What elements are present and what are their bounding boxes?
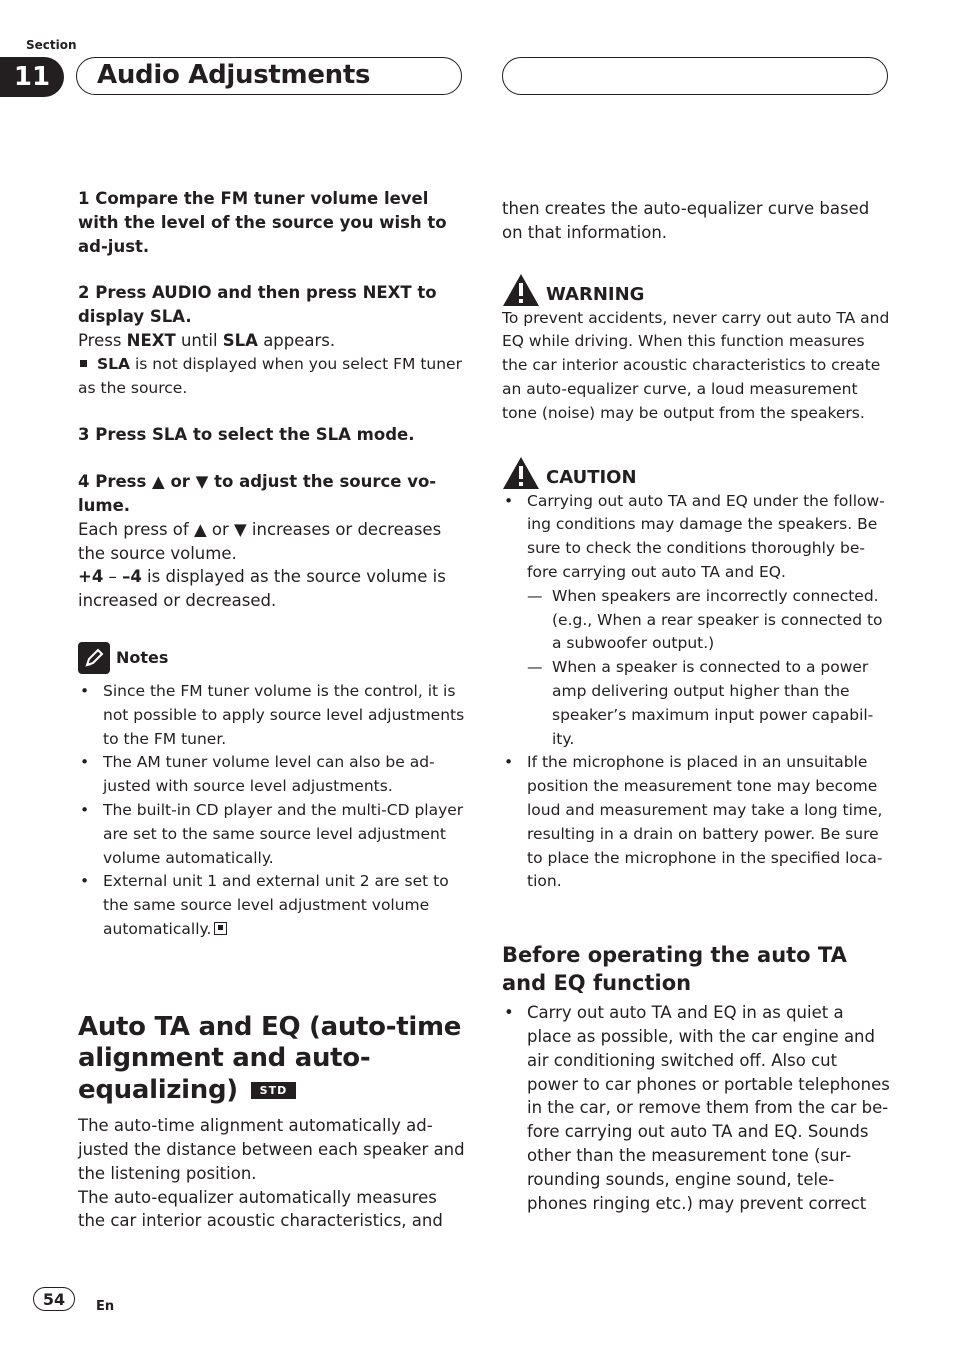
before-operating-heading: Before operating the auto TA and EQ function bbox=[502, 943, 847, 995]
step-2: 2 Press AUDIO and then press NEXT to display SLA. bbox=[78, 283, 437, 327]
warning-title: WARNING bbox=[546, 283, 645, 305]
step-4-body-2: +4 – –4 is displayed as the source volume is increased or decreased. bbox=[78, 567, 446, 611]
language-label: En bbox=[96, 1299, 115, 1314]
step-2-body: Press NEXT until SLA appears. bbox=[78, 330, 336, 350]
auto-ta-para-1: The auto-time alignment automatically ad-justed the distance between each speaker and the listening position. bbox=[78, 1116, 465, 1183]
warning-triangle-icon bbox=[502, 273, 540, 307]
step-3: 3 Press SLA to select the SLA mode. bbox=[78, 425, 415, 445]
caution-sublist bbox=[527, 585, 890, 752]
caution-subitem: — When a speaker is connected to a power amp delivering output higher than the speaker’s maximum input power capabil-ity. bbox=[527, 656, 890, 751]
continuation-text: then creates the auto-equalizer curve based on that information. bbox=[502, 199, 870, 242]
note-item: • The built-in CD player and the multi-CD player are set to the same source level adjustment volume automatically. bbox=[78, 799, 466, 870]
section-label: Section bbox=[26, 38, 77, 52]
step-4: 4 Press ▲ or ▼ to adjust the source vo-lume. bbox=[78, 472, 437, 515]
note-item: • Since the FM tuner volume is the control, it is not possible to apply source level adjustments to the FM tuner. bbox=[78, 680, 466, 751]
caution-item: • If the microphone is placed in an unsuitable position the measurement tone may become loud and measurement may take a long time, resulting in a drain on battery power. Be sure to place the microphone in the specified loca-tion. bbox=[502, 751, 890, 894]
notes-header bbox=[78, 642, 466, 674]
caution-item: • Carrying out auto TA and EQ under the follow-ing conditions may damage the speakers. Be sure to check the conditions thoroughly be-fore carrying out auto TA and EQ. — When speakers are incorrectly connected. (e.g., When a rear speaker is connected to a subwoofer output.) — When a speaker is connected to a power amp delivering output higher than the speaker’s maximum input power capabil-ity. bbox=[502, 490, 890, 752]
caution-header bbox=[502, 456, 890, 490]
before-item: • Carry out auto TA and EQ in as quiet a place as possible, with the car engine and air conditioning switched off. Also cut power to car phones or portable telephones in the car, or remove them from the car be-fore carrying out auto TA and EQ. Sounds other than the measurement tone (sur-rounding sounds, engine sound, tele-phones ringing etc.) may prevent correct bbox=[502, 1001, 890, 1215]
page-number: 54 bbox=[33, 1287, 75, 1311]
caution-list bbox=[502, 490, 890, 895]
note-item: • The AM tuner volume level can also be ad-justed with source level adjustments. bbox=[78, 751, 466, 799]
before-list bbox=[502, 1001, 890, 1215]
note-square-icon bbox=[80, 360, 87, 367]
left-column bbox=[78, 187, 466, 1233]
note-item: • External unit 1 and external unit 2 are set to the same source level adjustment volume automatically. bbox=[78, 870, 466, 941]
auto-ta-eq-heading: Auto TA and EQ (auto-time alignment and auto-equalizing) STD bbox=[78, 1011, 462, 1105]
right-column bbox=[502, 197, 890, 1215]
step-4-body-1: Each press of ▲ or ▼ increases or decreases the source volume. bbox=[78, 519, 442, 563]
section-title: Audio Adjustments bbox=[97, 60, 371, 90]
std-badge: STD bbox=[251, 1082, 297, 1099]
caution-subitem: — When speakers are incorrectly connected. (e.g., When a rear speaker is connected to a subwoofer output.) bbox=[527, 585, 890, 656]
caution-triangle-icon bbox=[502, 456, 540, 490]
step-1: 1 Compare the FM tuner volume level with the level of the source you wish to ad-just. bbox=[78, 189, 447, 256]
pencil-icon bbox=[78, 642, 110, 674]
header-blank-box bbox=[502, 57, 888, 95]
caution-title: CAUTION bbox=[546, 466, 637, 488]
notes-list bbox=[78, 680, 466, 942]
warning-header bbox=[502, 273, 890, 307]
end-mark-icon bbox=[214, 922, 227, 935]
warning-text: To prevent accidents, never carry out auto TA and EQ while driving. When this function measures the car interior acoustic characteristics to create an auto-equalizer curve, a loud measurement tone (noise) may be output from the speakers. bbox=[502, 308, 890, 422]
auto-ta-para-2: The auto-equalizer automatically measures the car interior acoustic characteristics, and bbox=[78, 1187, 443, 1231]
step-2-note: SLA is not displayed when you select FM tuner as the source. bbox=[78, 354, 462, 397]
notes-title: Notes bbox=[116, 648, 169, 668]
section-title-box bbox=[76, 57, 462, 95]
section-number: 11 bbox=[0, 57, 64, 97]
